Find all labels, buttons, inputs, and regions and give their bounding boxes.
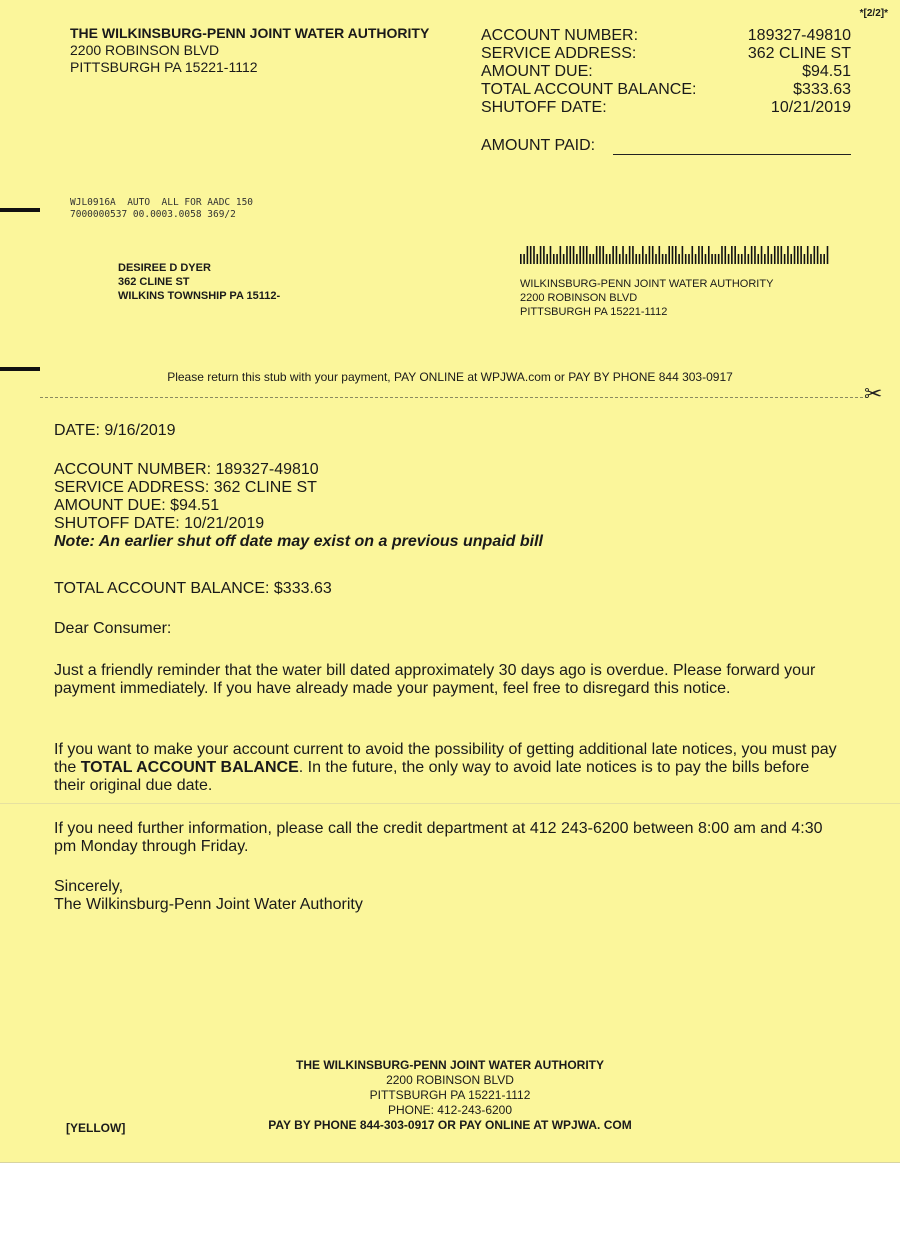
mail-sort-code-line1: WJL0916A AUTO ALL FOR AADC 150	[70, 197, 254, 208]
total-balance-value: $333.63	[793, 81, 851, 98]
copy-color-tag: [YELLOW]	[66, 1121, 126, 1135]
account-number-value: 189327-49810	[747, 27, 851, 44]
scan-margin	[0, 1162, 900, 1238]
amount-paid-line[interactable]	[613, 136, 851, 155]
signature-text: The Wilkinsburg-Penn Joint Water Authority	[54, 896, 363, 913]
account-summary	[481, 27, 851, 117]
closing-text: Sincerely,	[54, 878, 124, 895]
service-address-label: SERVICE ADDRESS:	[481, 45, 637, 62]
remit-name: WILKINSBURG-PENN JOINT WATER AUTHORITY	[520, 278, 774, 290]
footer-address-line2: PITTSBURGH PA 15221-1112	[369, 1088, 531, 1102]
sender-address	[70, 25, 429, 76]
sender-name: THE WILKINSBURG-PENN JOINT WATER AUTHORITY	[70, 25, 430, 41]
letter-paragraph-2	[54, 741, 844, 795]
mail-sort-code	[70, 197, 253, 221]
recipient-address-line1: 362 CLINE ST	[118, 276, 190, 288]
paragraph-2-text-end: . In the future, the only way to avoid late notices is to pay the bills before their original due date.	[54, 759, 810, 794]
shutoff-date-label: SHUTOFF DATE:	[481, 99, 607, 116]
letter-date: DATE: 9/16/2019	[54, 422, 176, 439]
amount-due-row	[481, 63, 851, 81]
return-stub-note: Please return this stub with your payment, PAY ONLINE at WPJWA.com or PAY BY PHONE 844 303-0917	[167, 370, 733, 384]
footer-contact	[0, 1058, 900, 1133]
letter-shutoff-date: SHUTOFF DATE: 10/21/2019	[54, 515, 265, 532]
letter-service-address: SERVICE ADDRESS: 362 CLINE ST	[54, 479, 317, 496]
letter-amount-due: AMOUNT DUE: $94.51	[54, 497, 220, 514]
account-number-row	[481, 27, 851, 45]
sender-address-line1: 2200 ROBINSON BLVD	[70, 42, 220, 58]
letter-account-number: ACCOUNT NUMBER: 189327-49810	[54, 461, 319, 478]
shutoff-note: Note: An earlier shut off date may exist on a previous unpaid bill	[54, 533, 543, 550]
amount-paid-label: AMOUNT PAID:	[481, 137, 596, 154]
total-balance-row	[481, 81, 851, 99]
amount-due-value: $94.51	[802, 63, 851, 80]
footer-address-line1: 2200 ROBINSON BLVD	[386, 1073, 514, 1087]
letter-salutation: Dear Consumer:	[54, 620, 172, 637]
scissors-icon: ✂	[864, 381, 883, 406]
remit-address-line2: PITTSBURGH PA 15221-1112	[520, 306, 668, 318]
remit-address-line1: 2200 ROBINSON BLVD	[520, 292, 638, 304]
fold-line	[0, 803, 900, 804]
tear-line	[40, 397, 868, 398]
amount-paid-field[interactable]	[481, 136, 851, 155]
paragraph-2-emphasis: TOTAL ACCOUNT BALANCE	[80, 759, 299, 776]
recipient-name: DESIREE D DYER	[118, 262, 211, 274]
remit-address	[520, 277, 773, 319]
letter-closing	[54, 878, 844, 914]
footer-payment-options: PAY BY PHONE 844-303-0917 OR PAY ONLINE AT WPJWA. COM	[268, 1118, 632, 1132]
service-address-value: 362 CLINE ST	[747, 45, 851, 62]
paragraph-2-text-start: If you want to make your account current to avoid the possibility of getting additional late notices, you must pay the	[54, 741, 837, 776]
account-number-label: ACCOUNT NUMBER:	[481, 27, 639, 44]
letter-account-block	[54, 461, 844, 551]
recipient-address-line2: WILKINS TOWNSHIP PA 15112-	[118, 290, 281, 302]
total-balance-label: TOTAL ACCOUNT BALANCE:	[481, 81, 697, 98]
page-mark: *[2/2]*	[859, 8, 888, 19]
mail-sort-code-line2: 7000000537 00.0003.0058 369/2	[70, 209, 236, 220]
shutoff-date-value: 10/21/2019	[770, 99, 851, 116]
margin-mark-top	[0, 208, 40, 212]
footer-phone: PHONE: 412-243-6200	[387, 1103, 513, 1117]
shutoff-date-row	[481, 99, 851, 117]
letter-total-balance: TOTAL ACCOUNT BALANCE: $333.63	[54, 580, 332, 597]
postal-barcode-icon	[520, 244, 830, 270]
amount-due-label: AMOUNT DUE:	[481, 63, 593, 80]
letter-paragraph-1: Just a friendly reminder that the water bill dated approximately 30 days ago is overdue. Please forward your payment immediately. If you have already made your payment, feel free to disregard this notice.	[54, 662, 816, 697]
letter-paragraph-3: If you need further information, please call the credit department at 412 243-6200 between 8:00 am and 4:30 pm Monday through Friday.	[54, 820, 823, 855]
footer-name: THE WILKINSBURG-PENN JOINT WATER AUTHORITY	[296, 1058, 604, 1072]
service-address-row	[481, 45, 851, 63]
recipient-address	[118, 261, 280, 303]
sender-address-line2: PITTSBURGH PA 15221-1112	[70, 59, 258, 75]
